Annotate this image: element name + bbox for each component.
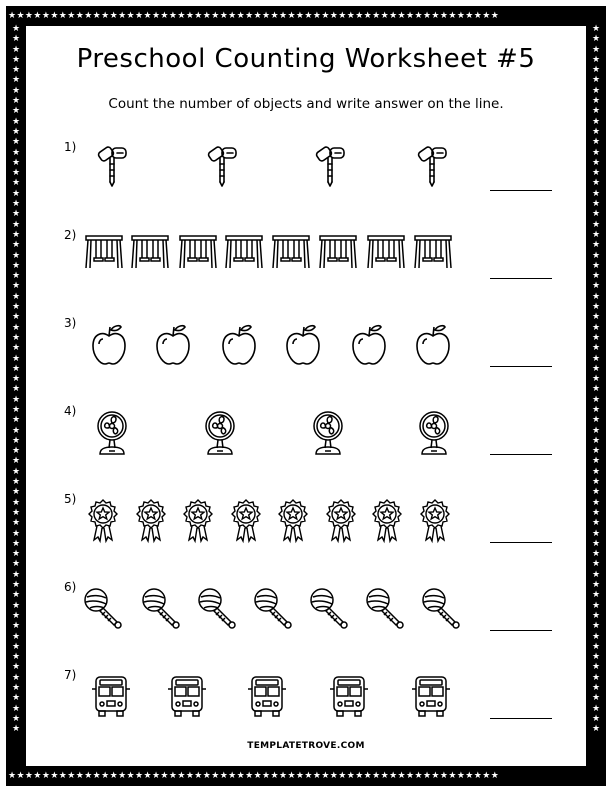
question-row bbox=[26, 492, 586, 572]
question-number: 2) bbox=[64, 228, 77, 242]
school-bus-icon bbox=[166, 674, 208, 718]
question-number: 1) bbox=[64, 140, 77, 154]
star-border-right: ★★★★★★★★★★★★★★★★★★★★★★★★★★★★★★★★★★★★★★★★★★★★★★★★★★★★★★★★★★★★★★★★★★★★★ bbox=[591, 24, 601, 735]
apple-icon bbox=[90, 322, 128, 366]
award-ribbon-icon bbox=[229, 498, 263, 544]
swing-set-icon bbox=[271, 234, 311, 270]
fan-icon bbox=[310, 410, 346, 456]
footer-site: TEMPLATETROVE.COM bbox=[247, 741, 365, 751]
question-row bbox=[26, 316, 586, 396]
page-title: Preschool Counting Worksheet #5 bbox=[76, 44, 536, 74]
award-ribbon-icon bbox=[86, 498, 120, 544]
school-bus-icon bbox=[246, 674, 288, 718]
fan-icon bbox=[202, 410, 238, 456]
award-ribbon-icon bbox=[181, 498, 215, 544]
question-number: 6) bbox=[64, 580, 77, 594]
swing-set-icon bbox=[318, 234, 358, 270]
school-bus-icon bbox=[90, 674, 132, 718]
lollipop-icon bbox=[82, 586, 124, 630]
answer-line[interactable] bbox=[490, 630, 552, 631]
swing-set-icon bbox=[130, 234, 170, 270]
answer-line[interactable] bbox=[490, 542, 552, 543]
question-row bbox=[26, 228, 586, 308]
star-border-left: ★★★★★★★★★★★★★★★★★★★★★★★★★★★★★★★★★★★★★★★★★★★★★★★★★★★★★★★★★★★★★★★★★★★★★ bbox=[11, 24, 21, 735]
answer-line[interactable] bbox=[490, 718, 552, 719]
fan-icon bbox=[416, 410, 452, 456]
question-row bbox=[26, 140, 586, 220]
star-border-top: ★★★★★★★★★★★★★★★★★★★★★★★★★★★★★★★★★★★★★★★★★★★★★★★★★★★★★★★★★★ bbox=[8, 11, 500, 21]
lollipop-icon bbox=[308, 586, 350, 630]
school-bus-icon bbox=[328, 674, 370, 718]
lollipop-icon bbox=[140, 586, 182, 630]
instructions: Count the number of objects and write answer on the line. bbox=[108, 96, 504, 112]
swing-set-icon bbox=[84, 234, 124, 270]
answer-line[interactable] bbox=[490, 454, 552, 455]
award-ribbon-icon bbox=[324, 498, 358, 544]
snorkel-icon bbox=[206, 146, 244, 188]
snorkel-icon bbox=[314, 146, 352, 188]
award-ribbon-icon bbox=[276, 498, 310, 544]
apple-icon bbox=[350, 322, 388, 366]
answer-line[interactable] bbox=[490, 278, 552, 279]
school-bus-icon bbox=[410, 674, 452, 718]
lollipop-icon bbox=[196, 586, 238, 630]
question-number: 3) bbox=[64, 316, 77, 330]
lollipop-icon bbox=[252, 586, 294, 630]
question-number: 7) bbox=[64, 668, 77, 682]
question-row bbox=[26, 404, 586, 484]
question-row bbox=[26, 668, 586, 748]
question-row bbox=[26, 580, 586, 660]
snorkel-icon bbox=[416, 146, 454, 188]
snorkel-icon bbox=[96, 146, 134, 188]
answer-line[interactable] bbox=[490, 190, 552, 191]
swing-set-icon bbox=[413, 234, 453, 270]
apple-icon bbox=[284, 322, 322, 366]
swing-set-icon bbox=[178, 234, 218, 270]
question-number: 4) bbox=[64, 404, 77, 418]
award-ribbon-icon bbox=[370, 498, 404, 544]
fan-icon bbox=[94, 410, 130, 456]
apple-icon bbox=[414, 322, 452, 366]
swing-set-icon bbox=[224, 234, 264, 270]
apple-icon bbox=[154, 322, 192, 366]
swing-set-icon bbox=[366, 234, 406, 270]
lollipop-icon bbox=[420, 586, 462, 630]
worksheet bbox=[26, 26, 586, 766]
star-border bbox=[6, 6, 606, 786]
award-ribbon-icon bbox=[418, 498, 452, 544]
award-ribbon-icon bbox=[134, 498, 168, 544]
star-border-bottom: ★★★★★★★★★★★★★★★★★★★★★★★★★★★★★★★★★★★★★★★★★★★★★★★★★★★★★★★★★★ bbox=[8, 771, 500, 781]
question-number: 5) bbox=[64, 492, 77, 506]
lollipop-icon bbox=[364, 586, 406, 630]
answer-line[interactable] bbox=[490, 366, 552, 367]
apple-icon bbox=[220, 322, 258, 366]
